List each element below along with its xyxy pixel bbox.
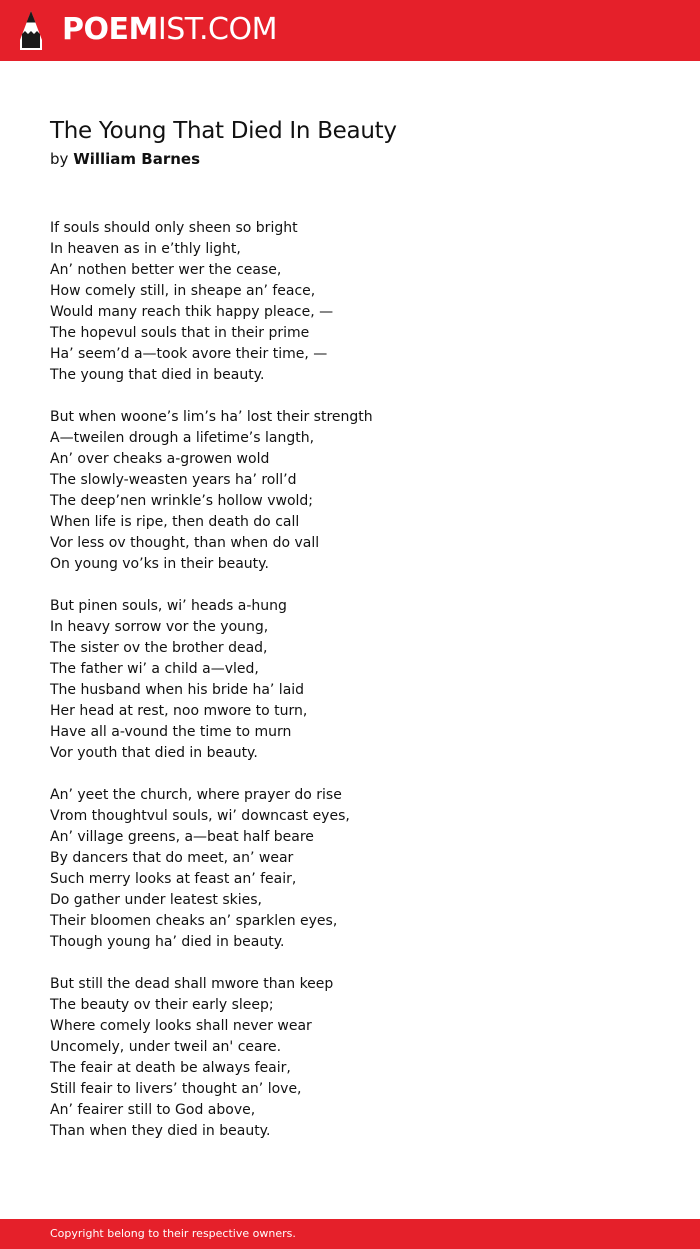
site-footer <box>0 1219 700 1249</box>
poem-line: Still feair to livers’ thought an’ love, <box>50 1081 302 1097</box>
poem-line: The feair at death be always feair, <box>50 1060 291 1076</box>
by-label: by <box>50 150 69 168</box>
poem-line: When life is ripe, then death do call <box>50 514 300 530</box>
poem-line: Have all a-vound the time to murn <box>50 724 292 740</box>
poem-line: Where comely looks shall never wear <box>50 1018 312 1034</box>
poem-line: Uncomely, under tweil an' ceare. <box>50 1039 282 1055</box>
brand-bold: POEM <box>62 12 158 47</box>
pencil-tip-icon[interactable] <box>19 10 43 51</box>
poem-line: The deep’nen wrinkle’s hollow vwold; <box>50 493 313 509</box>
poem-line: The husband when his bride ha’ laid <box>50 682 305 698</box>
poem-line: The father wi’ a child a—vled, <box>50 661 259 677</box>
poem-line: An’ village greens, a—beat half beare <box>50 829 314 845</box>
poem-line: Than when they died in beauty. <box>50 1123 271 1139</box>
stanza <box>50 218 650 386</box>
poem-line: In heavy sorrow vor the young, <box>50 619 269 635</box>
poem-title: The Young That Died In Beauty <box>50 118 397 144</box>
stanza <box>50 785 650 953</box>
poem-line: On young vo’ks in their beauty. <box>50 556 269 572</box>
poem-line: Though young ha’ died in beauty. <box>50 934 285 950</box>
poem-line: If souls should only sheen so bright <box>50 220 298 236</box>
stanza <box>50 596 650 764</box>
stanza <box>50 407 650 575</box>
poem-line: The young that died in beauty. <box>50 367 265 383</box>
poem-line: Vor less ov thought, than when do vall <box>50 535 320 551</box>
byline <box>50 149 200 169</box>
poem-line: Such merry looks at feast an’ feair, <box>50 871 297 887</box>
poem-line: An’ feairer still to God above, <box>50 1102 256 1118</box>
copyright-notice: Copyright belong to their respective owners. <box>50 1227 296 1240</box>
poem-line: Their bloomen cheaks an’ sparklen eyes, <box>50 913 338 929</box>
poem-line: But when woone’s lim’s ha’ lost their strength <box>50 409 373 425</box>
poem-line: Would many reach thik happy pleace, — <box>50 304 334 320</box>
poem-line: An’ over cheaks a-growen wold <box>50 451 270 467</box>
poem-line: But pinen souls, wi’ heads a-hung <box>50 598 287 614</box>
poem-line: An’ nothen better wer the cease, <box>50 262 282 278</box>
poem-line: Vrom thoughtvul souls, wi’ downcast eyes, <box>50 808 350 824</box>
poem-line: The slowly-weasten years ha’ roll’d <box>50 472 297 488</box>
poem-line: Do gather under leatest skies, <box>50 892 262 908</box>
poem-line: How comely still, in sheape an’ feace, <box>50 283 316 299</box>
poem-line: But still the dead shall mwore than keep <box>50 976 334 992</box>
stanza <box>50 974 650 1142</box>
site-header <box>0 0 700 61</box>
poem-line: The hopevul souls that in their prime <box>50 325 310 341</box>
poem-line: Her head at rest, noo mwore to turn, <box>50 703 308 719</box>
poem-line: In heaven as in e’thly light, <box>50 241 241 257</box>
poem-line: By dancers that do meet, an’ wear <box>50 850 294 866</box>
site-logo-text[interactable] <box>62 12 277 48</box>
brand-light: IST.COM <box>157 12 277 47</box>
poem-line: The sister ov the brother dead, <box>50 640 268 656</box>
poem-line: Vor youth that died in beauty. <box>50 745 258 761</box>
poem-line: The beauty ov their early sleep; <box>50 997 274 1013</box>
poem-line: An’ yeet the church, where prayer do rise <box>50 787 342 803</box>
poem-body <box>50 218 650 1163</box>
poem-line: A—tweilen drough a lifetime’s langth, <box>50 430 315 446</box>
author-name: William Barnes <box>73 150 201 168</box>
poem-line: Ha’ seem’d a—took avore their time, — <box>50 346 328 362</box>
